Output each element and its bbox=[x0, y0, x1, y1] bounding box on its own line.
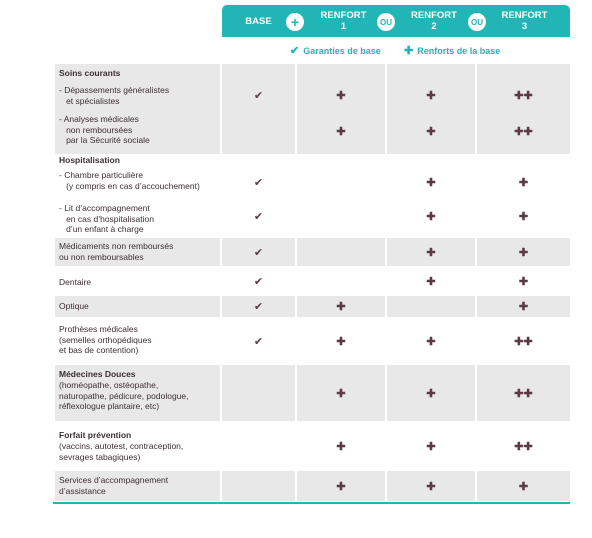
ou-badge-1: OU bbox=[377, 13, 395, 31]
plus-plus-icon: ✚✚ bbox=[514, 335, 533, 348]
plus-icon: ✚ bbox=[426, 210, 436, 223]
table-row-forfait-prevention bbox=[55, 423, 570, 469]
legend-garanties bbox=[290, 44, 381, 57]
plus-icon: ✚ bbox=[426, 89, 436, 102]
table-header bbox=[222, 5, 570, 37]
check-icon: ✔ bbox=[253, 301, 264, 313]
plus-icon: ✚ bbox=[426, 387, 436, 400]
table-row-protheses bbox=[55, 319, 570, 363]
plus-icon: ✚ bbox=[336, 301, 346, 313]
table-row-medicaments bbox=[55, 238, 570, 266]
section-title: Hospitalisation bbox=[59, 155, 120, 165]
ou-badge-2: OU bbox=[468, 13, 486, 31]
section-title: Soins courants bbox=[59, 68, 121, 78]
legend-garanties-label: Garanties de base bbox=[303, 45, 381, 56]
plus-icon: ✚ bbox=[336, 480, 346, 493]
table-bottom-divider bbox=[53, 502, 570, 504]
check-icon: ✔ bbox=[253, 246, 264, 259]
plus-icon: ✚ bbox=[336, 335, 346, 348]
plus-icon: ✚ bbox=[426, 176, 436, 189]
plus-icon: ✚ bbox=[426, 125, 436, 138]
plus-plus-icon: ✚✚ bbox=[514, 89, 533, 102]
table-row-dentaire bbox=[55, 268, 570, 295]
row-label: Prothèses médicales (semelles orthopédiques et bas de contention) bbox=[59, 324, 152, 355]
header-renfort-3: RENFORT 3 bbox=[501, 10, 548, 32]
check-icon: ✔ bbox=[253, 335, 264, 348]
check-icon: ✔ bbox=[290, 45, 300, 57]
row-label: - Lit d’accompagnement en cas d’hospitalisation d’un enfant à charge bbox=[59, 203, 154, 234]
check-icon: ✔ bbox=[253, 89, 264, 102]
plus-icon: ✚ bbox=[426, 480, 436, 493]
plus-icon: ✚ bbox=[518, 276, 529, 288]
plus-icon: ✚ bbox=[426, 440, 436, 453]
header-renfort-2: RENFORT 2 bbox=[411, 10, 457, 32]
plus-icon: ✚ bbox=[518, 246, 529, 259]
plus-icon: ✚ bbox=[426, 335, 436, 348]
row-label: (homéopathe, ostéopathe, naturopathe, pédicure, podologue, réflexologue plantaire, etc) bbox=[59, 380, 189, 411]
table-row-services bbox=[55, 471, 570, 501]
plus-icon: ✚ bbox=[336, 89, 346, 102]
plus-icon: ✚ bbox=[336, 387, 346, 400]
table-row-soins-courants bbox=[55, 64, 570, 154]
plus-icon: ✚ bbox=[518, 210, 529, 223]
row-label: - Chambre particulière (y compris en cas d’accouchement) bbox=[59, 170, 200, 191]
table-row-optique bbox=[55, 296, 570, 317]
row-label: Optique bbox=[59, 301, 89, 311]
row-label: Services d’accompagnement d’assistance bbox=[59, 475, 169, 496]
header-renfort-1: RENFORT 1 bbox=[320, 10, 367, 32]
row-label: (vaccins, autotest, contraception, sevrages tabagiques) bbox=[59, 441, 184, 462]
plus-icon: ✚ bbox=[518, 301, 529, 313]
row-label: Dentaire bbox=[59, 277, 92, 287]
plus-icon: ✚ bbox=[518, 480, 529, 493]
plus-icon: + bbox=[286, 13, 304, 31]
row-label: - Analyses médicales non remboursées par la Sécurité sociale bbox=[59, 114, 150, 145]
check-icon: ✔ bbox=[253, 176, 264, 189]
table-row-hospitalisation bbox=[55, 152, 570, 236]
plus-icon: ✚ bbox=[404, 45, 414, 57]
row-label: Médicaments non remboursés ou non remboursables bbox=[59, 241, 174, 262]
row-label: - Dépassements généralistes et spécialistes bbox=[59, 85, 170, 106]
plus-plus-icon: ✚✚ bbox=[514, 125, 533, 138]
check-icon: ✔ bbox=[253, 210, 264, 223]
section-title: Forfait prévention bbox=[59, 430, 132, 440]
plus-plus-icon: ✚✚ bbox=[514, 387, 533, 400]
legend-renforts bbox=[404, 44, 500, 57]
plus-icon: ✚ bbox=[336, 125, 346, 138]
check-icon: ✔ bbox=[253, 276, 264, 288]
plus-icon: ✚ bbox=[336, 440, 346, 453]
legend-renforts-label: Renforts de la base bbox=[417, 45, 501, 56]
table-row-medecines-douces bbox=[55, 365, 570, 421]
header-base: BASE bbox=[245, 15, 272, 27]
plus-icon: ✚ bbox=[518, 176, 529, 189]
plus-plus-icon: ✚✚ bbox=[514, 440, 533, 453]
plus-icon: ✚ bbox=[426, 246, 436, 259]
section-title: Médecines Douces bbox=[59, 369, 136, 379]
plus-icon: ✚ bbox=[426, 276, 436, 288]
